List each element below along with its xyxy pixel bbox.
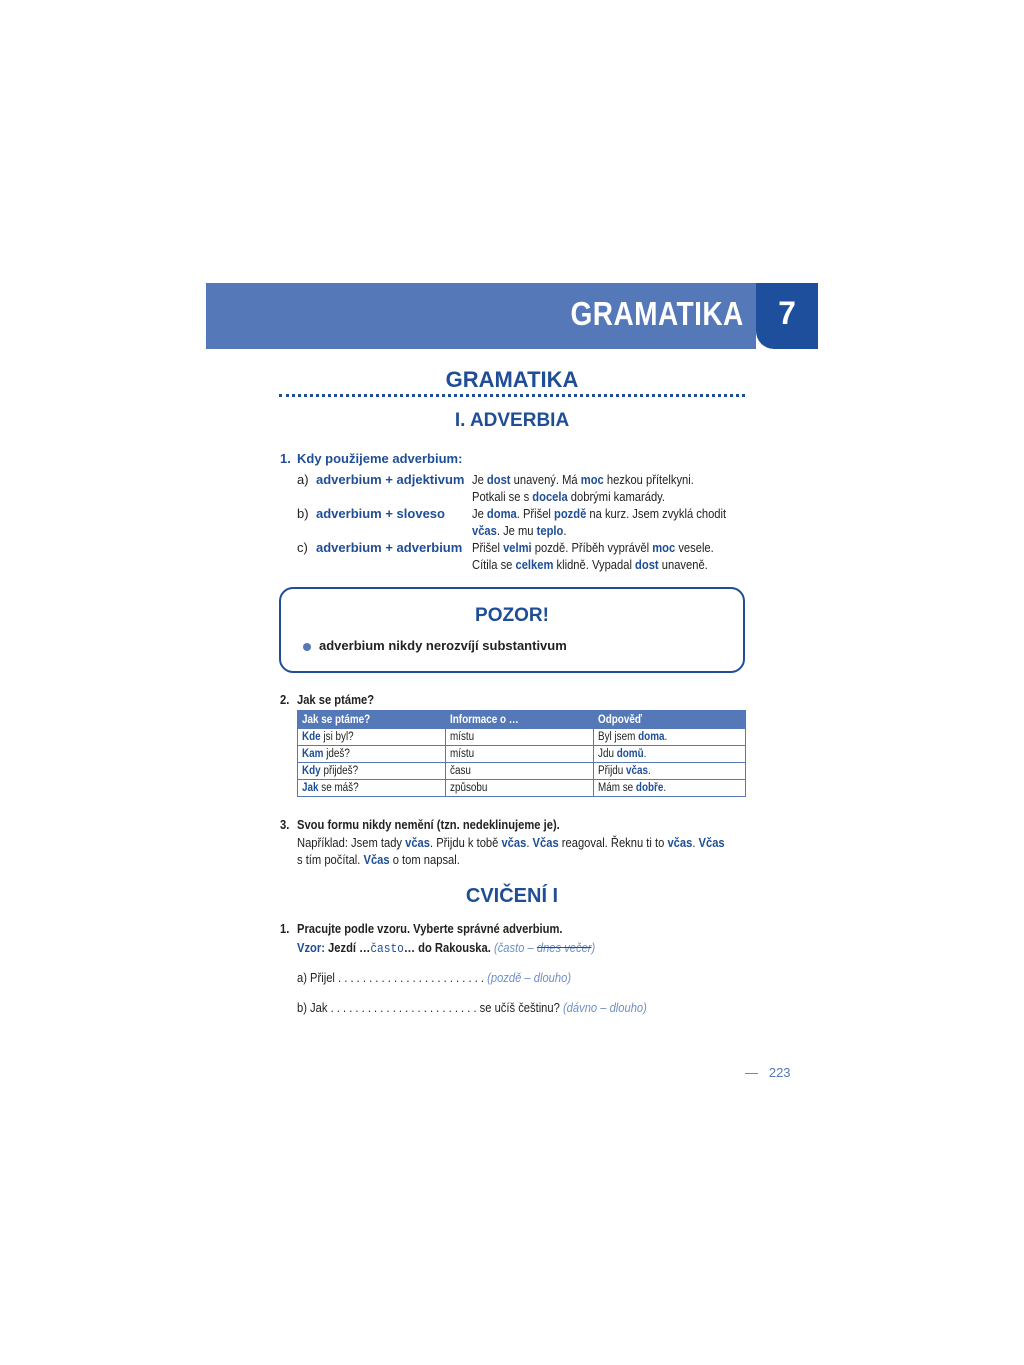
table-cell: Jdu domů. xyxy=(593,746,745,763)
q1-a-label: adverbium + adjektivum xyxy=(316,472,465,487)
q1-c-example-line2: Cítila se celkem klidně. Vypadal dost unaveně. xyxy=(472,557,708,572)
q1-c-example-line1: Přišel velmi pozdě. Příběh vyprávěl moc vesele. xyxy=(472,540,714,555)
ex1-heading: Pracujte podle vzoru. Vyberte správné adverbium. xyxy=(297,921,563,936)
q1-b-example-line2: včas. Je mu teplo. xyxy=(472,523,567,538)
q1-a-letter: a) xyxy=(297,472,309,487)
q1-heading: Kdy použijeme adverbium: xyxy=(297,451,463,466)
table-row xyxy=(298,763,746,780)
table-row xyxy=(298,780,746,797)
q1-c-label: adverbium + adverbium xyxy=(316,540,463,555)
page-number: — 223 xyxy=(745,1065,791,1080)
q3-heading: Svou formu nikdy nemění (tzn. nedeklinujeme je). xyxy=(297,817,560,832)
table-header-row xyxy=(298,711,746,729)
q2-heading: Jak se ptáme? xyxy=(297,692,375,707)
table-cell: Přijdu včas. xyxy=(593,763,745,780)
q3-example-line2: s tím počítal. Včas o tom napsal. xyxy=(297,852,460,867)
q1-a-example-line2: Potkali se s docela dobrými kamarády. xyxy=(472,489,666,504)
table-cell: Mám se dobře. xyxy=(593,780,745,797)
table-cell: Byl jsem doma. xyxy=(593,729,745,746)
exercise-title: CVIČENÍ I xyxy=(465,885,559,907)
chapter-number: 7 xyxy=(778,295,796,331)
ex1-vzor: Vzor: Jezdí …často… do Rakouska. (často – dnes večer) xyxy=(297,940,596,956)
table-cell: místu xyxy=(445,746,593,763)
ex1-number: 1. xyxy=(280,921,290,936)
column-header: Informace o … xyxy=(445,711,593,729)
q3-example-line1: Například: Jsem tady včas. Přijdu k tobě včas. Včas reagoval. Řeknu ti to včas. Včas xyxy=(297,835,725,850)
table-cell: Kam jdeš? xyxy=(298,746,446,763)
table-row xyxy=(298,729,746,746)
column-header: Odpověď xyxy=(593,711,745,729)
page-title: GRAMATIKA xyxy=(445,367,579,392)
header-title: GRAMATIKA xyxy=(570,295,744,332)
header-band xyxy=(206,283,756,349)
questions-table xyxy=(297,710,746,797)
column-header: Jak se ptáme? xyxy=(298,711,446,729)
q1-a-example-line1: Je dost unavený. Má moc hezkou přítelkyni. xyxy=(472,472,694,487)
pozor-box xyxy=(279,587,745,673)
q1-b-example-line1: Je doma. Přišel pozdě na kurz. Jsem zvyklá chodit xyxy=(472,506,727,521)
chapter-badge xyxy=(756,283,818,349)
title-divider xyxy=(279,394,745,397)
ex1-item-a[interactable]: a) Přijel . . . . . . . . . . . . . . . . . . . . . . . . (pozdě – dlouho) xyxy=(297,970,572,985)
table-cell: Jak se máš? xyxy=(298,780,446,797)
table-cell: času xyxy=(445,763,593,780)
q3-number: 3. xyxy=(280,817,290,832)
table-cell: místu xyxy=(445,729,593,746)
pozor-title: POZOR! xyxy=(475,605,549,626)
q1-number: 1. xyxy=(280,451,291,466)
pozor-text: adverbium nikdy nerozvíjí substantivum xyxy=(319,638,567,653)
table-cell: Kdy přijdeš? xyxy=(298,763,446,780)
ex1-item-b[interactable]: b) Jak . . . . . . . . . . . . . . . . . . . . . . . . se učíš češtinu? (dávno – dlouho) xyxy=(297,1000,647,1015)
q1-b-label: adverbium + sloveso xyxy=(316,506,445,521)
q1-b-letter: b) xyxy=(297,506,309,521)
q1-c-letter: c) xyxy=(297,540,308,555)
table-row xyxy=(298,746,746,763)
q2-number: 2. xyxy=(280,692,290,707)
section-title: I. ADVERBIA xyxy=(454,410,570,431)
table-cell: Kde jsi byl? xyxy=(298,729,446,746)
bullet-icon xyxy=(303,643,311,651)
table-cell: způsobu xyxy=(445,780,593,797)
